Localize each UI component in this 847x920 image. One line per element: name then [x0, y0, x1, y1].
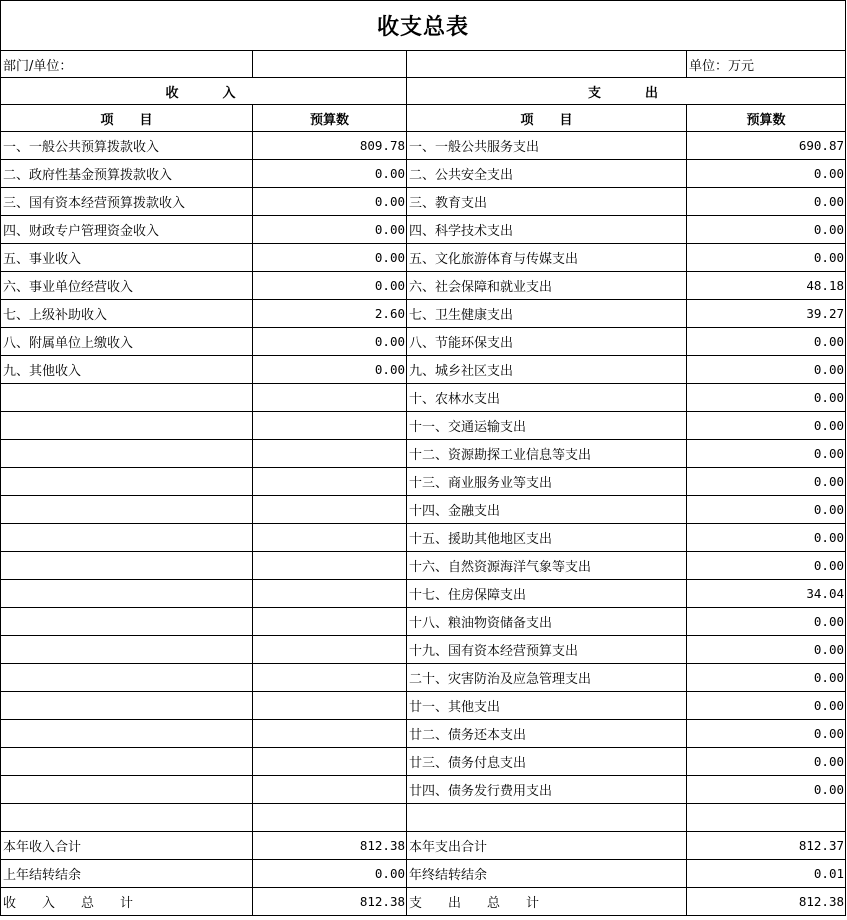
- income-item-cell: 本年收入合计: [1, 832, 253, 860]
- income-amount-cell: 0.00: [253, 244, 407, 272]
- table-row: [1, 580, 846, 608]
- table-row: [1, 356, 846, 384]
- expense-item-cell: 六、社会保障和就业支出: [407, 272, 687, 300]
- expense-amount-cell: 0.00: [687, 468, 846, 496]
- expense-amount-cell: 0.00: [687, 412, 846, 440]
- expense-item-cell: 十九、国有资本经营预算支出: [407, 636, 687, 664]
- expense-amount-cell: 0.00: [687, 244, 846, 272]
- income-item-cell: 五、事业收入: [1, 244, 253, 272]
- dept-label: 部门/单位：: [1, 51, 253, 78]
- expense-item-cell: [407, 804, 687, 832]
- expense-amount-cell: 0.00: [687, 748, 846, 776]
- income-item-cell: [1, 748, 253, 776]
- income-item-cell: [1, 552, 253, 580]
- income-item-cell: 七、上级补助收入: [1, 300, 253, 328]
- table-row: [1, 272, 846, 300]
- table-row: [1, 524, 846, 552]
- table-row: [1, 804, 846, 832]
- expense-item-cell: 五、文化旅游体育与传媒支出: [407, 244, 687, 272]
- expense-amount-cell: 0.00: [687, 608, 846, 636]
- expense-amount-cell: 0.00: [687, 496, 846, 524]
- income-amount-cell: 0.00: [253, 188, 407, 216]
- income-amount-cell: 0.00: [253, 272, 407, 300]
- income-section-header: 收 入: [1, 78, 407, 105]
- income-amount-cell: 0.00: [253, 328, 407, 356]
- expense-amount-cell: 0.00: [687, 384, 846, 412]
- income-amount-cell: [253, 524, 407, 552]
- table-row: [1, 468, 846, 496]
- expense-item-cell: 十二、资源勘探工业信息等支出: [407, 440, 687, 468]
- expense-item-cell: 二十、灾害防治及应急管理支出: [407, 664, 687, 692]
- meta-blank-cell: [407, 51, 687, 78]
- income-amount-cell: [253, 636, 407, 664]
- income-item-cell: [1, 608, 253, 636]
- income-amount-cell: 0.00: [253, 216, 407, 244]
- table-row: [1, 832, 846, 860]
- income-item-cell: [1, 496, 253, 524]
- table-row: [1, 608, 846, 636]
- expense-amount-cell: 0.00: [687, 636, 846, 664]
- expense-item-cell: 廿二、债务还本支出: [407, 720, 687, 748]
- meta-row: [1, 51, 846, 78]
- expense-item-cell: 支 出 总 计: [407, 888, 687, 916]
- expense-item-cell: 四、科学技术支出: [407, 216, 687, 244]
- table-row: [1, 552, 846, 580]
- income-item-cell: 一、一般公共预算拨款收入: [1, 132, 253, 160]
- expense-amount-cell: 0.00: [687, 216, 846, 244]
- income-amount-cell: 812.38: [253, 888, 407, 916]
- income-amount-cell: [253, 552, 407, 580]
- income-amount-header: 预算数: [253, 105, 407, 132]
- expense-amount-cell: 0.00: [687, 720, 846, 748]
- table-row: [1, 244, 846, 272]
- expense-item-cell: 十四、金融支出: [407, 496, 687, 524]
- income-amount-cell: [253, 384, 407, 412]
- income-amount-cell: [253, 468, 407, 496]
- income-amount-cell: [253, 440, 407, 468]
- income-item-cell: [1, 720, 253, 748]
- expense-item-cell: 本年支出合计: [407, 832, 687, 860]
- expense-amount-cell: 0.00: [687, 664, 846, 692]
- table-row: [1, 216, 846, 244]
- expense-amount-cell: 48.18: [687, 272, 846, 300]
- expense-amount-cell: 0.00: [687, 524, 846, 552]
- expense-amount-cell: 34.04: [687, 580, 846, 608]
- income-item-header: 项 目: [1, 105, 253, 132]
- expense-amount-cell: [687, 804, 846, 832]
- table-row: [1, 132, 846, 160]
- column-header-row: [1, 105, 846, 132]
- income-item-cell: 三、国有资本经营预算拨款收入: [1, 188, 253, 216]
- expense-amount-cell: 0.00: [687, 188, 846, 216]
- table-row: [1, 720, 846, 748]
- expense-amount-cell: 39.27: [687, 300, 846, 328]
- income-item-cell: 二、政府性基金预算拨款收入: [1, 160, 253, 188]
- table-row: [1, 188, 846, 216]
- expense-item-header: 项 目: [407, 105, 687, 132]
- income-amount-cell: [253, 412, 407, 440]
- income-amount-cell: 809.78: [253, 132, 407, 160]
- expense-amount-header: 预算数: [687, 105, 846, 132]
- income-item-cell: 八、附属单位上缴收入: [1, 328, 253, 356]
- income-amount-cell: [253, 496, 407, 524]
- table-row: [1, 692, 846, 720]
- expense-item-cell: 十五、援助其他地区支出: [407, 524, 687, 552]
- expense-item-cell: 七、卫生健康支出: [407, 300, 687, 328]
- income-amount-cell: 0.00: [253, 860, 407, 888]
- page-title: 收支总表: [1, 1, 846, 51]
- unit-label: 单位：万元: [687, 51, 846, 78]
- expense-item-cell: 九、城乡社区支出: [407, 356, 687, 384]
- income-amount-cell: [253, 748, 407, 776]
- expense-item-cell: 廿四、债务发行费用支出: [407, 776, 687, 804]
- table-row: [1, 328, 846, 356]
- expense-item-cell: 二、公共安全支出: [407, 160, 687, 188]
- expense-amount-cell: 0.00: [687, 552, 846, 580]
- expense-item-cell: 一、一般公共服务支出: [407, 132, 687, 160]
- expense-amount-cell: 812.37: [687, 832, 846, 860]
- expense-amount-cell: 0.00: [687, 440, 846, 468]
- income-item-cell: [1, 636, 253, 664]
- income-item-cell: [1, 580, 253, 608]
- expense-section-header: 支 出: [407, 78, 846, 105]
- table-row: [1, 748, 846, 776]
- expense-item-cell: 十三、商业服务业等支出: [407, 468, 687, 496]
- expense-item-cell: 十八、粮油物资储备支出: [407, 608, 687, 636]
- table-row: [1, 888, 846, 916]
- income-item-cell: [1, 468, 253, 496]
- income-item-cell: 六、事业单位经营收入: [1, 272, 253, 300]
- table-row: [1, 300, 846, 328]
- title-row: [1, 1, 846, 51]
- income-amount-cell: [253, 804, 407, 832]
- income-item-cell: [1, 776, 253, 804]
- table-row: [1, 636, 846, 664]
- income-amount-cell: [253, 776, 407, 804]
- income-item-cell: [1, 440, 253, 468]
- expense-amount-cell: 0.00: [687, 328, 846, 356]
- table-row: [1, 776, 846, 804]
- table-row: [1, 384, 846, 412]
- income-item-cell: 九、其他收入: [1, 356, 253, 384]
- income-amount-cell: [253, 608, 407, 636]
- income-item-cell: 上年结转结余: [1, 860, 253, 888]
- expense-item-cell: 廿一、其他支出: [407, 692, 687, 720]
- expense-amount-cell: 0.00: [687, 776, 846, 804]
- income-amount-cell: [253, 664, 407, 692]
- income-amount-cell: 812.38: [253, 832, 407, 860]
- expense-item-cell: 年终结转结余: [407, 860, 687, 888]
- income-amount-cell: 0.00: [253, 160, 407, 188]
- expense-amount-cell: 0.00: [687, 160, 846, 188]
- table-row: [1, 860, 846, 888]
- income-amount-cell: 0.00: [253, 356, 407, 384]
- income-amount-cell: 2.60: [253, 300, 407, 328]
- table-row: [1, 160, 846, 188]
- expense-item-cell: 十一、交通运输支出: [407, 412, 687, 440]
- expense-amount-cell: 812.38: [687, 888, 846, 916]
- expense-amount-cell: 0.00: [687, 692, 846, 720]
- expense-item-cell: 廿三、债务付息支出: [407, 748, 687, 776]
- income-item-cell: [1, 664, 253, 692]
- expense-item-cell: 十七、住房保障支出: [407, 580, 687, 608]
- income-item-cell: 收 入 总 计: [1, 888, 253, 916]
- income-amount-cell: [253, 720, 407, 748]
- table-row: [1, 412, 846, 440]
- expense-item-cell: 八、节能环保支出: [407, 328, 687, 356]
- income-item-cell: [1, 384, 253, 412]
- income-amount-cell: [253, 580, 407, 608]
- income-item-cell: [1, 412, 253, 440]
- dept-value-cell: [253, 51, 407, 78]
- expense-amount-cell: 0.00: [687, 356, 846, 384]
- table-row: [1, 496, 846, 524]
- expense-amount-cell: 0.01: [687, 860, 846, 888]
- section-header-row: [1, 78, 846, 105]
- table-row: [1, 664, 846, 692]
- table-row: [1, 440, 846, 468]
- income-amount-cell: [253, 692, 407, 720]
- expense-item-cell: 十、农林水支出: [407, 384, 687, 412]
- expense-item-cell: 十六、自然资源海洋气象等支出: [407, 552, 687, 580]
- income-item-cell: [1, 804, 253, 832]
- expense-amount-cell: 690.87: [687, 132, 846, 160]
- income-item-cell: [1, 524, 253, 552]
- income-item-cell: 四、财政专户管理资金收入: [1, 216, 253, 244]
- expense-item-cell: 三、教育支出: [407, 188, 687, 216]
- income-item-cell: [1, 692, 253, 720]
